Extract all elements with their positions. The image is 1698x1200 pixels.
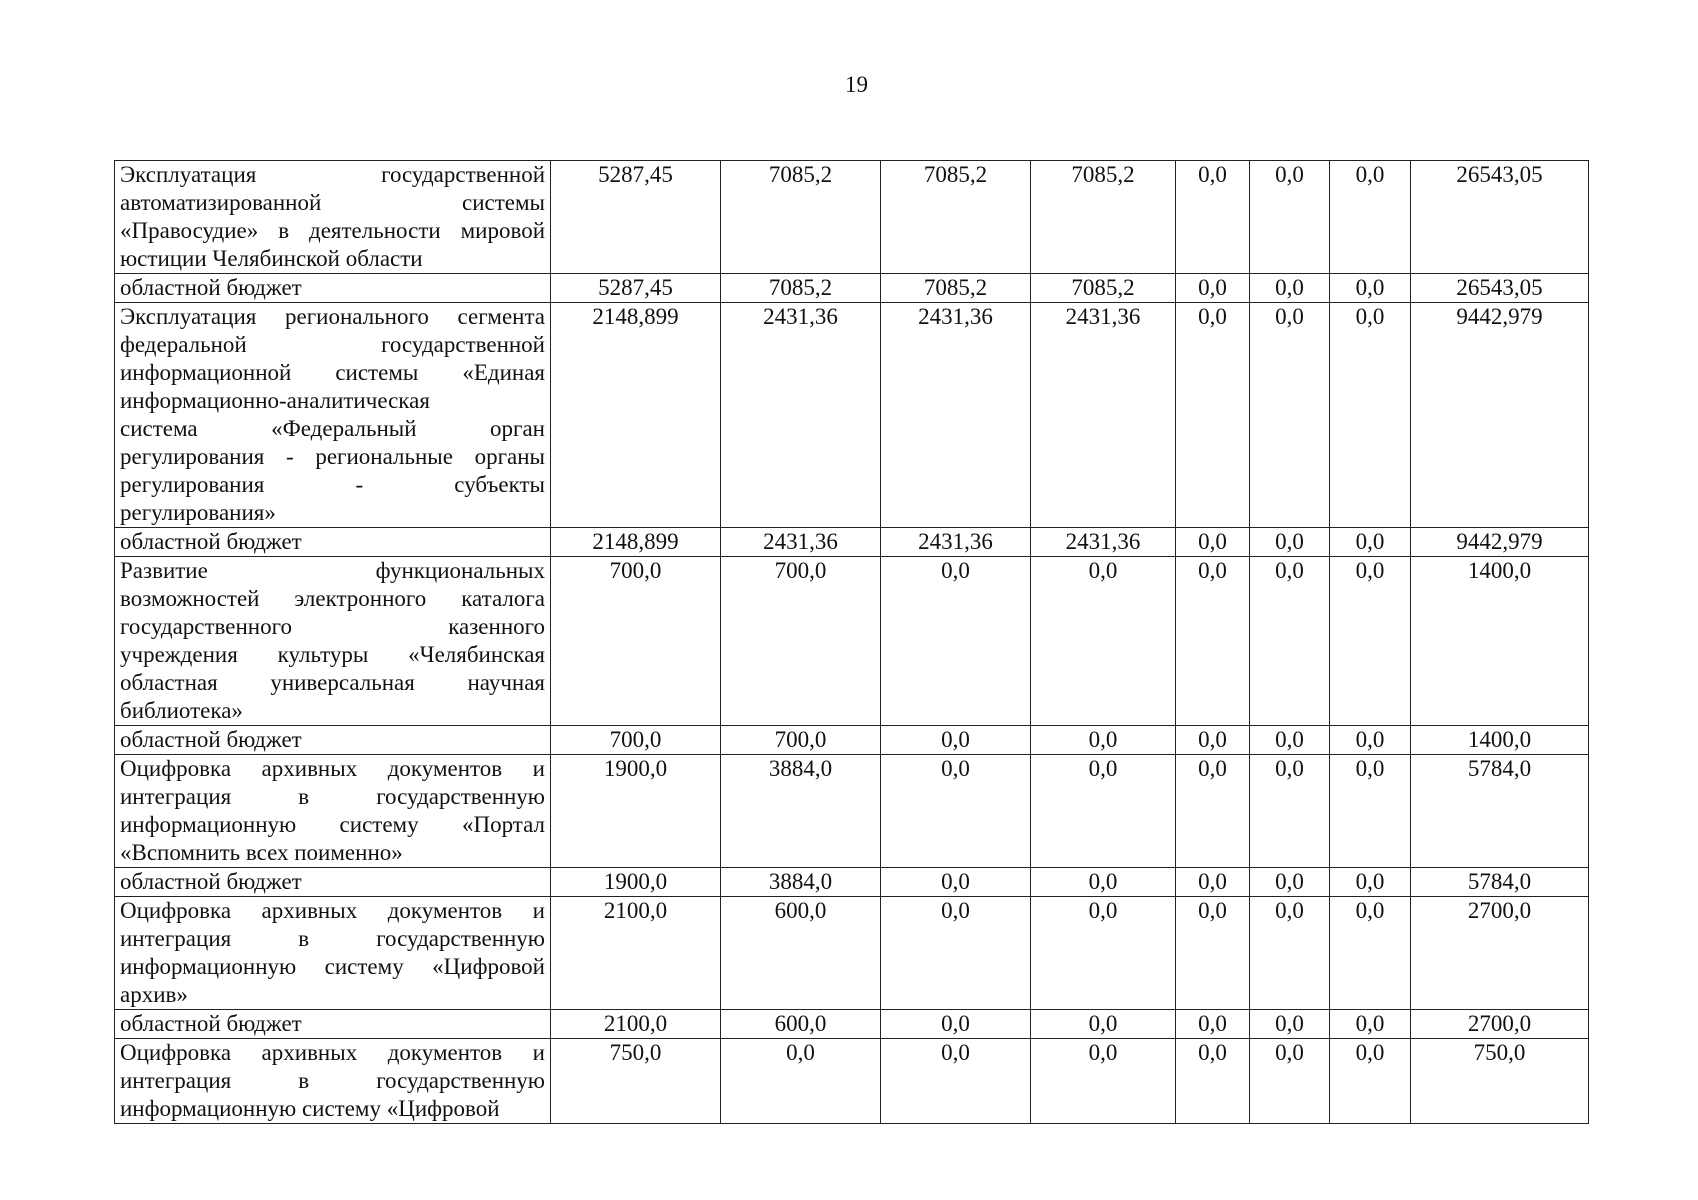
value-cell: 0,0 [1250,274,1330,303]
value-cell: 0,0 [1176,161,1250,274]
value-cell: 0,0 [1250,1010,1330,1039]
value-cell: 0,0 [881,897,1031,1010]
description-cell [115,303,551,528]
value-cell: 0,0 [1250,726,1330,755]
value-cell: 2148,899 [551,303,721,528]
value-cell: 0,0 [1031,868,1176,897]
description-line: интеграция в государственную [120,784,545,809]
description-line: «Правосудие» в деятельности мировой [120,218,545,243]
value-cell: 5287,45 [551,274,721,303]
value-cell: 0,0 [1330,528,1411,557]
description-line: государственного казенного [120,614,545,639]
value-cell: 0,0 [1330,274,1411,303]
description-line: информационно-аналитическая [120,388,430,413]
total-cell: 9442,979 [1411,528,1589,557]
description-line: Эксплуатация регионального сегмента [120,304,545,329]
table-row [115,897,1589,1010]
value-cell: 0,0 [1176,303,1250,528]
value-cell: 2431,36 [881,303,1031,528]
value-cell: 3884,0 [721,755,881,868]
value-cell: 0,0 [1250,897,1330,1010]
budget-row [115,528,1589,557]
value-cell: 2148,899 [551,528,721,557]
description-line: возможностей электронного каталога [120,586,545,611]
page-number: 19 [845,72,868,97]
value-cell: 2431,36 [1031,528,1176,557]
description-line: Оцифровка архивных документов и [120,898,545,923]
budget-row [115,274,1589,303]
value-cell: 700,0 [721,726,881,755]
value-cell: 1900,0 [551,755,721,868]
budget-label-cell: областной бюджет [115,274,551,303]
value-cell: 700,0 [551,726,721,755]
value-cell: 0,0 [1176,274,1250,303]
total-cell: 26543,05 [1411,161,1589,274]
total-cell: 5784,0 [1411,755,1589,868]
total-cell: 1400,0 [1411,726,1589,755]
value-cell: 0,0 [1031,897,1176,1010]
value-cell: 0,0 [721,1039,881,1124]
value-cell: 0,0 [1176,528,1250,557]
budget-label-cell: областной бюджет [115,528,551,557]
value-cell: 700,0 [721,557,881,726]
total-cell: 2700,0 [1411,897,1589,1010]
value-cell: 0,0 [1176,1010,1250,1039]
description-line: регулирования» [120,500,276,525]
total-cell: 9442,979 [1411,303,1589,528]
value-cell: 0,0 [1330,303,1411,528]
total-cell: 1400,0 [1411,557,1589,726]
value-cell: 5287,45 [551,161,721,274]
value-cell: 0,0 [1250,528,1330,557]
value-cell: 0,0 [1176,1039,1250,1124]
value-cell: 2431,36 [721,528,881,557]
table-row [115,1039,1589,1124]
value-cell: 0,0 [1330,1010,1411,1039]
budget-label-cell: областной бюджет [115,1010,551,1039]
table-row [115,557,1589,726]
value-cell: 0,0 [1031,755,1176,868]
value-cell: 0,0 [1031,1010,1176,1039]
value-cell: 0,0 [1176,868,1250,897]
value-cell: 7085,2 [1031,161,1176,274]
value-cell: 7085,2 [881,161,1031,274]
value-cell: 0,0 [1330,868,1411,897]
total-cell: 26543,05 [1411,274,1589,303]
value-cell: 1900,0 [551,868,721,897]
value-cell: 700,0 [551,557,721,726]
description-line: регулирования - субъекты [120,472,545,497]
value-cell: 0,0 [1330,897,1411,1010]
value-cell: 0,0 [1250,161,1330,274]
value-cell: 0,0 [1031,557,1176,726]
description-line: Развитие функциональных [120,558,545,583]
value-cell: 0,0 [1176,755,1250,868]
value-cell: 0,0 [1330,1039,1411,1124]
description-cell [115,557,551,726]
value-cell: 0,0 [1330,726,1411,755]
value-cell: 0,0 [881,868,1031,897]
value-cell: 600,0 [721,897,881,1010]
description-line: интеграция в государственную [120,926,545,951]
budget-row [115,868,1589,897]
description-line: Оцифровка архивных документов и [120,756,545,781]
value-cell: 7085,2 [1031,274,1176,303]
value-cell: 750,0 [551,1039,721,1124]
total-cell: 5784,0 [1411,868,1589,897]
total-cell: 750,0 [1411,1039,1589,1124]
description-line: архив» [120,982,188,1007]
description-line: областная универсальная научная [120,670,545,695]
description-cell [115,1039,551,1124]
description-line: регулирования - региональные органы [120,444,545,469]
budget-row [115,726,1589,755]
value-cell: 0,0 [1176,897,1250,1010]
value-cell: 0,0 [1176,726,1250,755]
value-cell: 0,0 [881,726,1031,755]
value-cell: 7085,2 [881,274,1031,303]
value-cell: 7085,2 [721,161,881,274]
description-cell [115,161,551,274]
table-body [115,161,1589,1124]
description-line: информационную систему «Цифровой [120,1096,500,1121]
description-line: федеральной государственной [120,332,545,357]
description-line: интеграция в государственную [120,1068,545,1093]
description-line: система «Федеральный орган [120,416,545,441]
description-cell [115,755,551,868]
value-cell: 0,0 [1176,557,1250,726]
description-line: Оцифровка архивных документов и [120,1040,545,1065]
description-line: «Вспомнить всех поименно» [120,840,403,865]
value-cell: 3884,0 [721,868,881,897]
description-cell [115,897,551,1010]
value-cell: 0,0 [1330,557,1411,726]
description-line: автоматизированной системы [120,190,545,215]
description-line: информационной системы «Единая [120,360,545,385]
value-cell: 0,0 [881,755,1031,868]
value-cell: 0,0 [1031,726,1176,755]
value-cell: 0,0 [1031,1039,1176,1124]
value-cell: 2100,0 [551,1010,721,1039]
value-cell: 0,0 [881,1010,1031,1039]
value-cell: 0,0 [1250,303,1330,528]
value-cell: 600,0 [721,1010,881,1039]
value-cell: 0,0 [1250,1039,1330,1124]
value-cell: 0,0 [1250,755,1330,868]
value-cell: 0,0 [881,557,1031,726]
budget-label-cell: областной бюджет [115,726,551,755]
value-cell: 2431,36 [881,528,1031,557]
description-line: юстиции Челябинской области [120,246,423,271]
value-cell: 2431,36 [721,303,881,528]
table-row [115,161,1589,274]
table-row [115,755,1589,868]
value-cell: 0,0 [1250,868,1330,897]
value-cell: 0,0 [1330,755,1411,868]
description-line: библиотека» [120,698,243,723]
value-cell: 2431,36 [1031,303,1176,528]
table-row [115,303,1589,528]
value-cell: 2100,0 [551,897,721,1010]
value-cell: 0,0 [1250,557,1330,726]
value-cell: 7085,2 [721,274,881,303]
description-line: Эксплуатация государственной [120,162,545,187]
total-cell: 2700,0 [1411,1010,1589,1039]
budget-row [115,1010,1589,1039]
value-cell: 0,0 [1330,161,1411,274]
budget-label-cell: областной бюджет [115,868,551,897]
description-line: информационную систему «Портал [120,812,545,837]
description-line: информационную систему «Цифровой [120,954,545,979]
description-line: учреждения культуры «Челябинская [120,642,545,667]
value-cell: 0,0 [881,1039,1031,1124]
budget-table [114,160,1589,1124]
